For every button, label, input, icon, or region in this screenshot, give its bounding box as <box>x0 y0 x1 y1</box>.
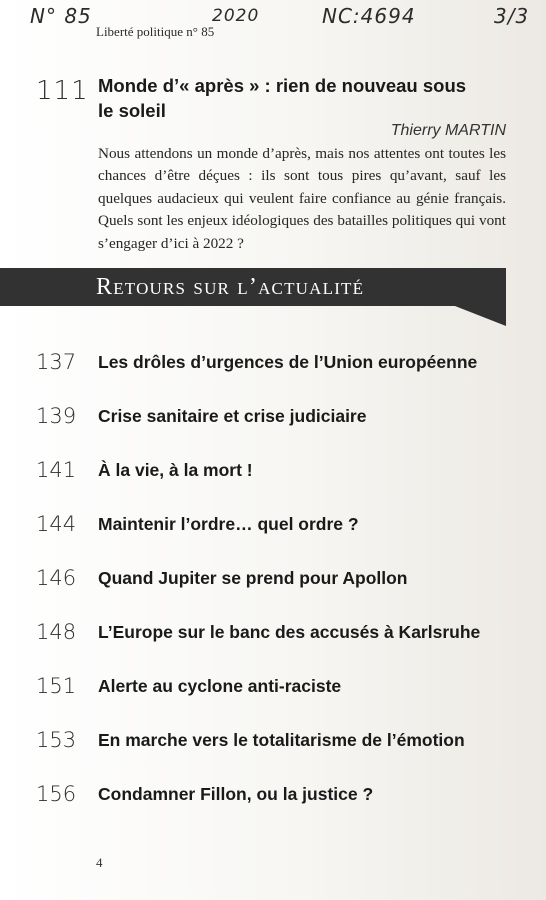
running-head: Liberté politique n° 85 <box>96 24 215 39</box>
toc-item <box>0 348 546 380</box>
toc-page-number: 139 <box>36 404 77 428</box>
feature-abstract: Nous attendons un monde d’après, mais nos attentes ont toutes les chances d’être déçues : ils sont tous pires qu’avant, sauf les quelques audacieux qui veulent faire confiance au génie français. Quels sont les enjeux idéologiques des batailles politiques qui vont s’engager d’ici à 2022 ? <box>98 145 506 252</box>
toc-item <box>0 780 546 812</box>
handwritten-year: 2020 <box>212 6 260 26</box>
feature-page-number: 111 <box>36 76 89 106</box>
toc-title: À la vie, à la mort ! <box>98 460 253 480</box>
feature-title: Monde d’« après » : rien de nouveau sous le soleil <box>98 75 467 121</box>
toc-item <box>0 456 546 488</box>
toc-item <box>0 564 546 596</box>
toc-title: Les drôles d’urgences de l’Union européenne <box>98 352 478 372</box>
toc-item <box>0 618 546 650</box>
toc-title: Crise sanitaire et crise judiciaire <box>98 406 367 426</box>
toc-page-number: 153 <box>36 728 77 752</box>
banner-wedge <box>455 306 506 326</box>
toc-item <box>0 510 546 542</box>
toc-page-number: 141 <box>36 458 77 482</box>
toc-item <box>0 402 546 434</box>
toc-title: Quand Jupiter se prend pour Apollon <box>98 568 408 588</box>
toc-title: En marche vers le totalitarisme de l’émotion <box>98 730 465 750</box>
toc-page-number: 148 <box>36 620 77 644</box>
toc-page-number: 146 <box>36 566 77 590</box>
handwritten-catalog-no: N° 85 <box>30 4 92 28</box>
page-folio: 4 <box>96 855 103 870</box>
toc-title: Alerte au cyclone anti-raciste <box>98 676 342 696</box>
section-banner <box>0 268 506 306</box>
handwritten-volume: 3/3 <box>494 4 530 28</box>
toc-page-number: 144 <box>36 512 77 536</box>
toc-title: Maintenir l’ordre… quel ordre ? <box>98 514 359 534</box>
feature-author: Thierry MARTIN <box>390 122 506 139</box>
toc-page-number: 156 <box>36 782 77 806</box>
handwritten-ref: NC:4694 <box>322 4 416 28</box>
toc-item <box>0 672 546 704</box>
section-title: Retours sur l’actualité <box>96 274 365 300</box>
toc-title: L’Europe sur le banc des accusés à Karlsruhe <box>98 622 481 642</box>
toc-item <box>0 726 546 758</box>
toc-page-number: 137 <box>36 350 77 374</box>
toc-title: Condamner Fillon, ou la justice ? <box>98 784 374 804</box>
toc-page-number: 151 <box>36 674 77 698</box>
